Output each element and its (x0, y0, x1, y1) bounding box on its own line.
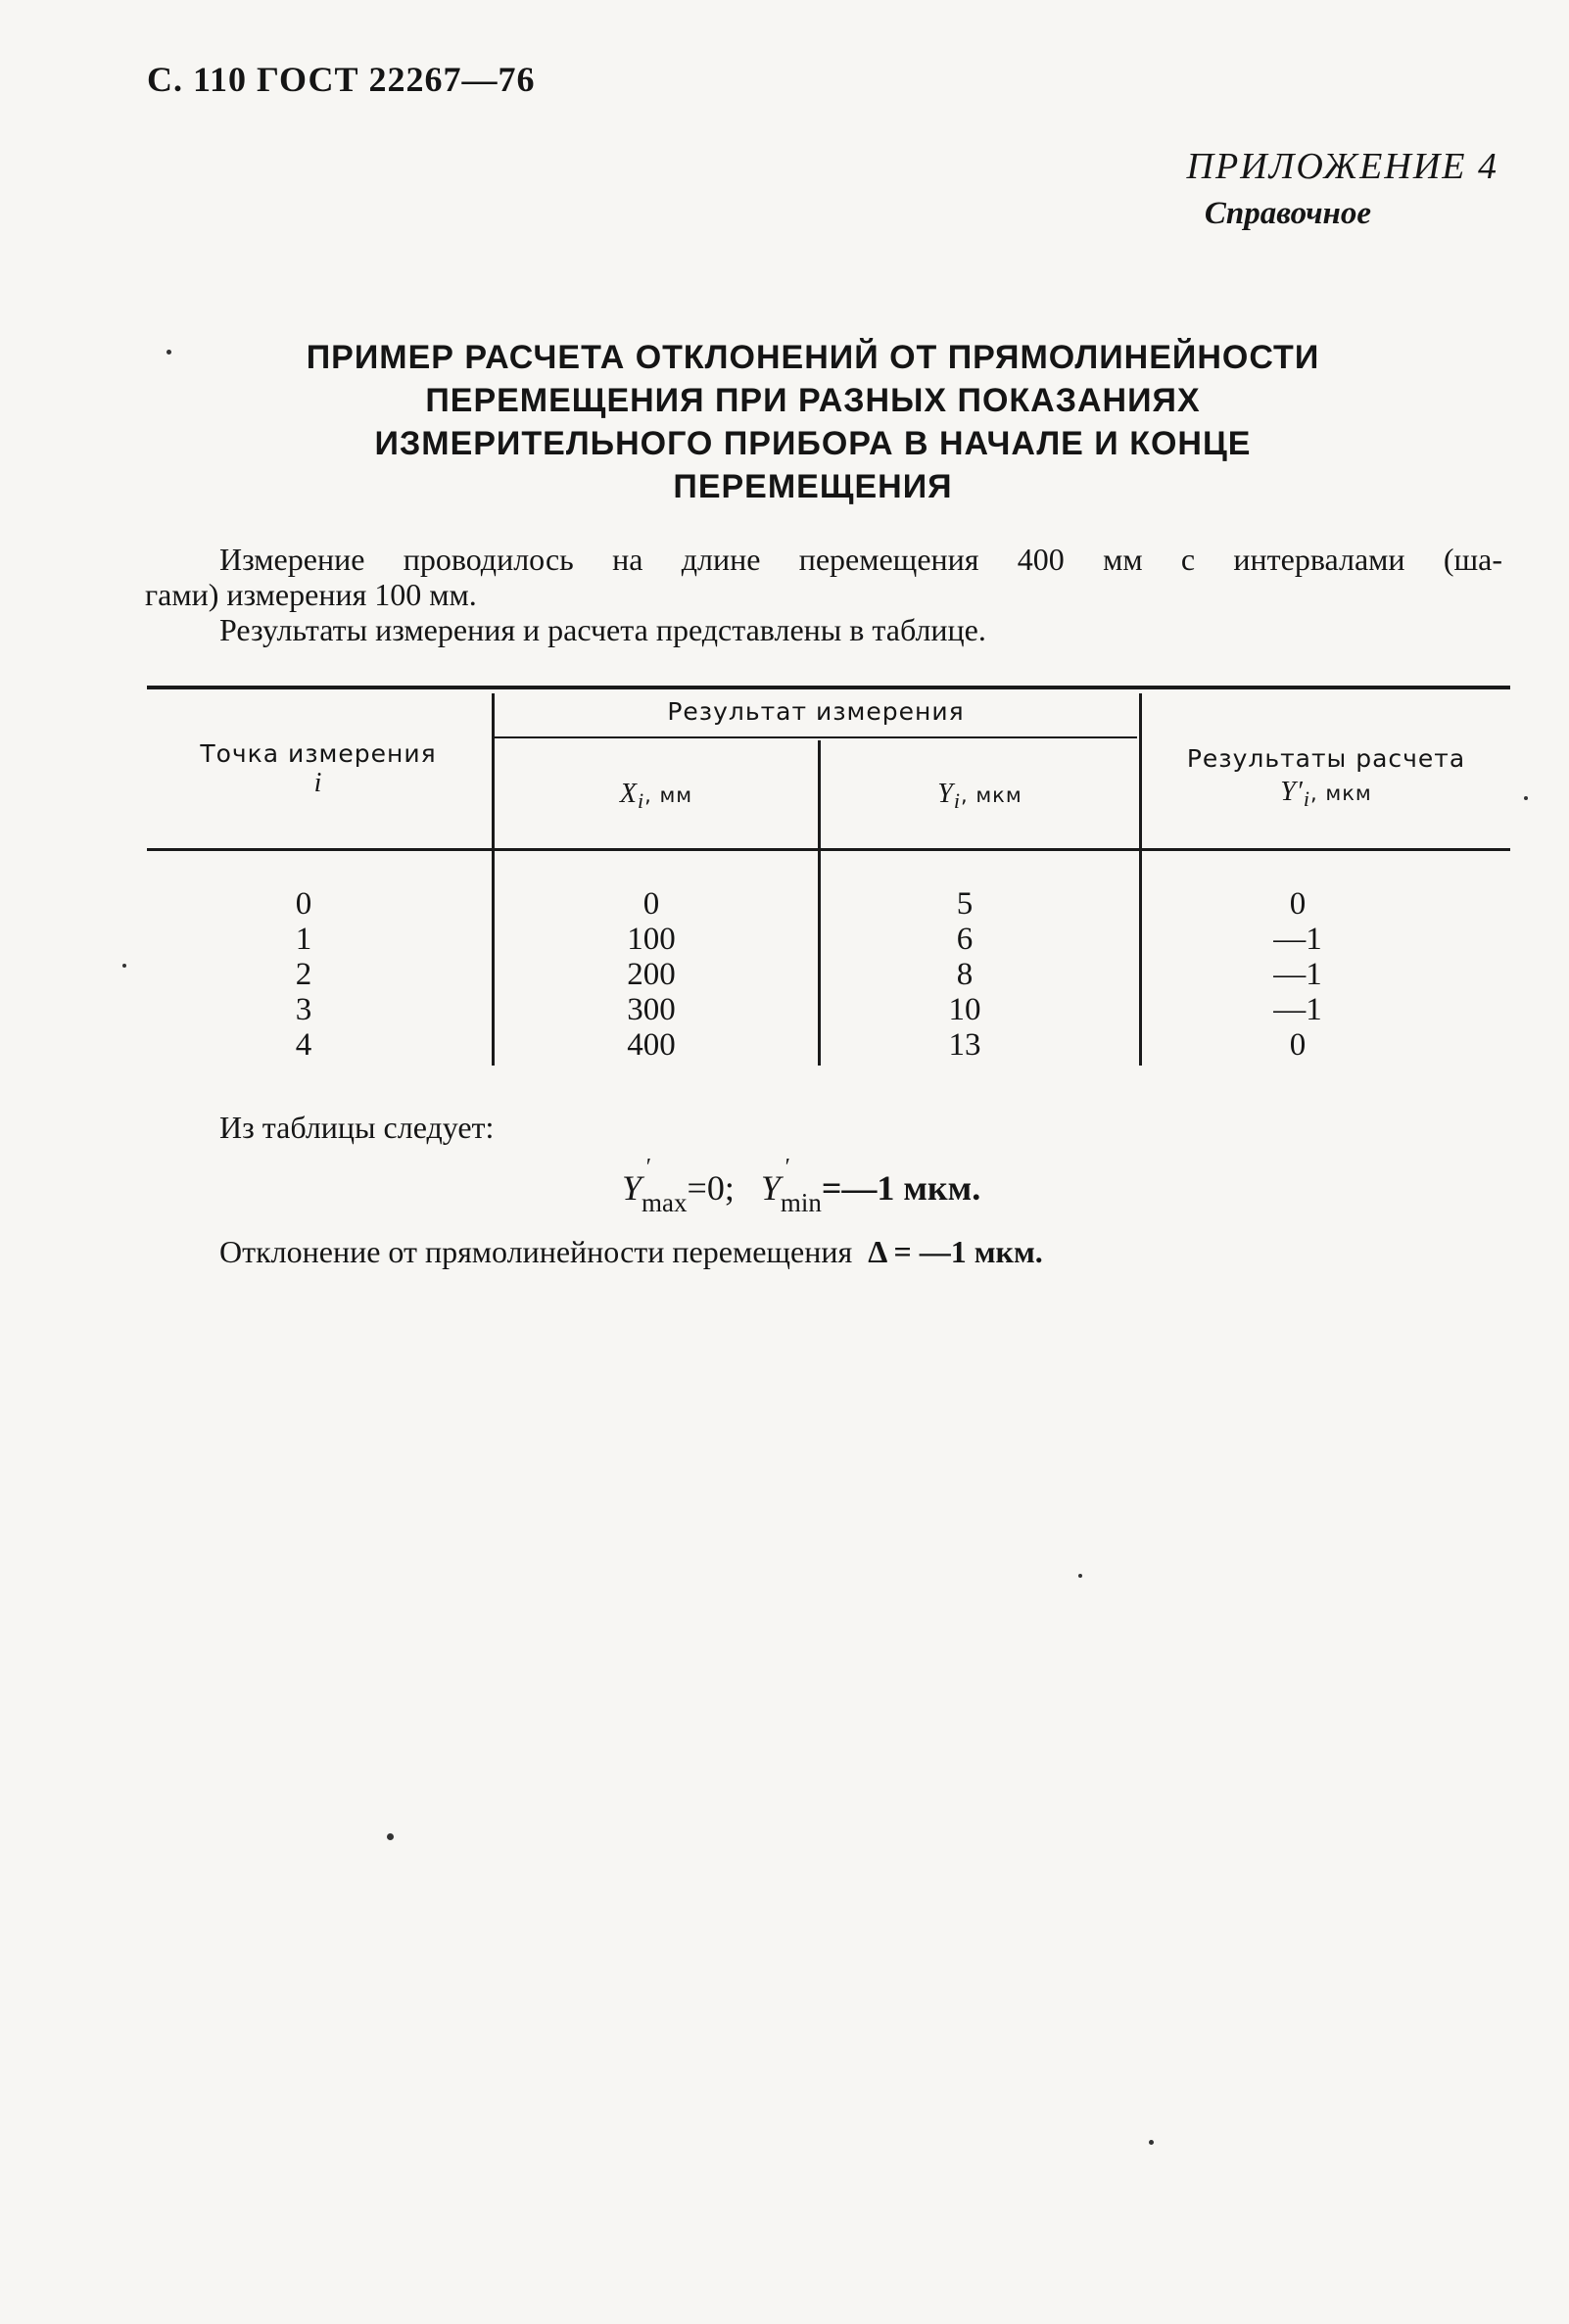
page-header: С. 110 ГОСТ 22267—76 (147, 60, 536, 99)
scan-speck (1149, 2140, 1154, 2145)
deviation-statement: Отклонение от прямолинейности перемещения Δ = —1 мкм. (219, 1234, 1043, 1269)
table-cell: 1 (295, 922, 312, 957)
deviation-value: Δ = —1 мкм. (868, 1234, 1043, 1269)
column-point (245, 886, 362, 1063)
formula-y-min: Y ′ (760, 1155, 790, 1208)
table-cell: 8 (956, 957, 974, 992)
table-cell: 200 (627, 957, 676, 992)
header-measurement: Результат измерения (667, 697, 965, 726)
header-point-symbol: i (313, 768, 323, 798)
scan-speck (1078, 1574, 1082, 1578)
title-line-1: ПРИМЕР РАСЧЕТА ОТКЛОНЕНИЙ ОТ ПРЯМОЛИНЕЙНОСТИ (306, 339, 1320, 376)
column-y (916, 886, 1014, 1063)
scan-speck (122, 964, 126, 968)
header-x: $X_i$, мм (619, 779, 693, 813)
formula-y-max: Y ′ (622, 1155, 652, 1208)
table-cell: —1 (1273, 992, 1322, 1027)
appendix-title: ПРИЛОЖЕНИЕ 4 (1186, 146, 1498, 187)
scan-speck (1524, 796, 1528, 800)
title-line-4: ПЕРЕМЕЩЕНИЯ (673, 468, 953, 505)
table-cell: 5 (956, 886, 974, 922)
table-cell: 0 (1289, 1027, 1307, 1063)
table-cell: 3 (295, 992, 312, 1027)
header-y: $Y_i$, мкм (937, 779, 1022, 813)
column-x (588, 886, 715, 1063)
column-divider-1 (492, 693, 495, 1066)
formula: Y ′ $_{max}$=0; Y ′ $_{min}$=—1 мкм. (622, 1155, 981, 1217)
intro-line-3: Результаты измерения и расчета представлены в таблице. (219, 612, 986, 647)
column-yprime (1244, 886, 1352, 1063)
table-cell: —1 (1273, 957, 1322, 992)
table-top-rule (147, 686, 1510, 689)
table-cell: 6 (956, 922, 974, 957)
table-cell: 0 (642, 886, 660, 922)
intro-line-1: Измерение проводилось на длине перемещения 400 мм с интервалами (ша- (219, 542, 1502, 577)
document-title (196, 336, 1430, 508)
intro-line-2: гами) измерения 100 мм. (145, 577, 477, 612)
table-cell: 0 (295, 886, 312, 922)
scan-speck (166, 350, 171, 355)
table-subheader-rule (493, 736, 1137, 738)
table-cell: 13 (948, 1027, 981, 1063)
table-cell: —1 (1273, 922, 1322, 957)
title-line-3: ИЗМЕРИТЕЛЬНОГО ПРИБОРА В НАЧАЛЕ И КОНЦЕ (374, 425, 1252, 462)
title-line-2: ПЕРЕМЕЩЕНИЯ ПРИ РАЗНЫХ ПОКАЗАНИЯХ (425, 382, 1201, 419)
table-cell: 2 (295, 957, 312, 992)
table-header-rule (147, 848, 1510, 851)
scan-speck (387, 1833, 394, 1840)
header-result: Результаты расчета $Y'_i$, мкм (1186, 744, 1466, 811)
table-cell: 300 (627, 992, 676, 1027)
appendix-subtitle: Справочное (1204, 196, 1371, 231)
table-cell: 0 (1289, 886, 1307, 922)
table-cell: 10 (948, 992, 981, 1027)
table-cell: 400 (627, 1027, 676, 1063)
conclusion-intro: Из таблицы следует: (219, 1110, 495, 1145)
header-point: Точка измерения i (157, 739, 480, 798)
table-cell: 100 (627, 922, 676, 957)
table-cell: 4 (295, 1027, 312, 1063)
